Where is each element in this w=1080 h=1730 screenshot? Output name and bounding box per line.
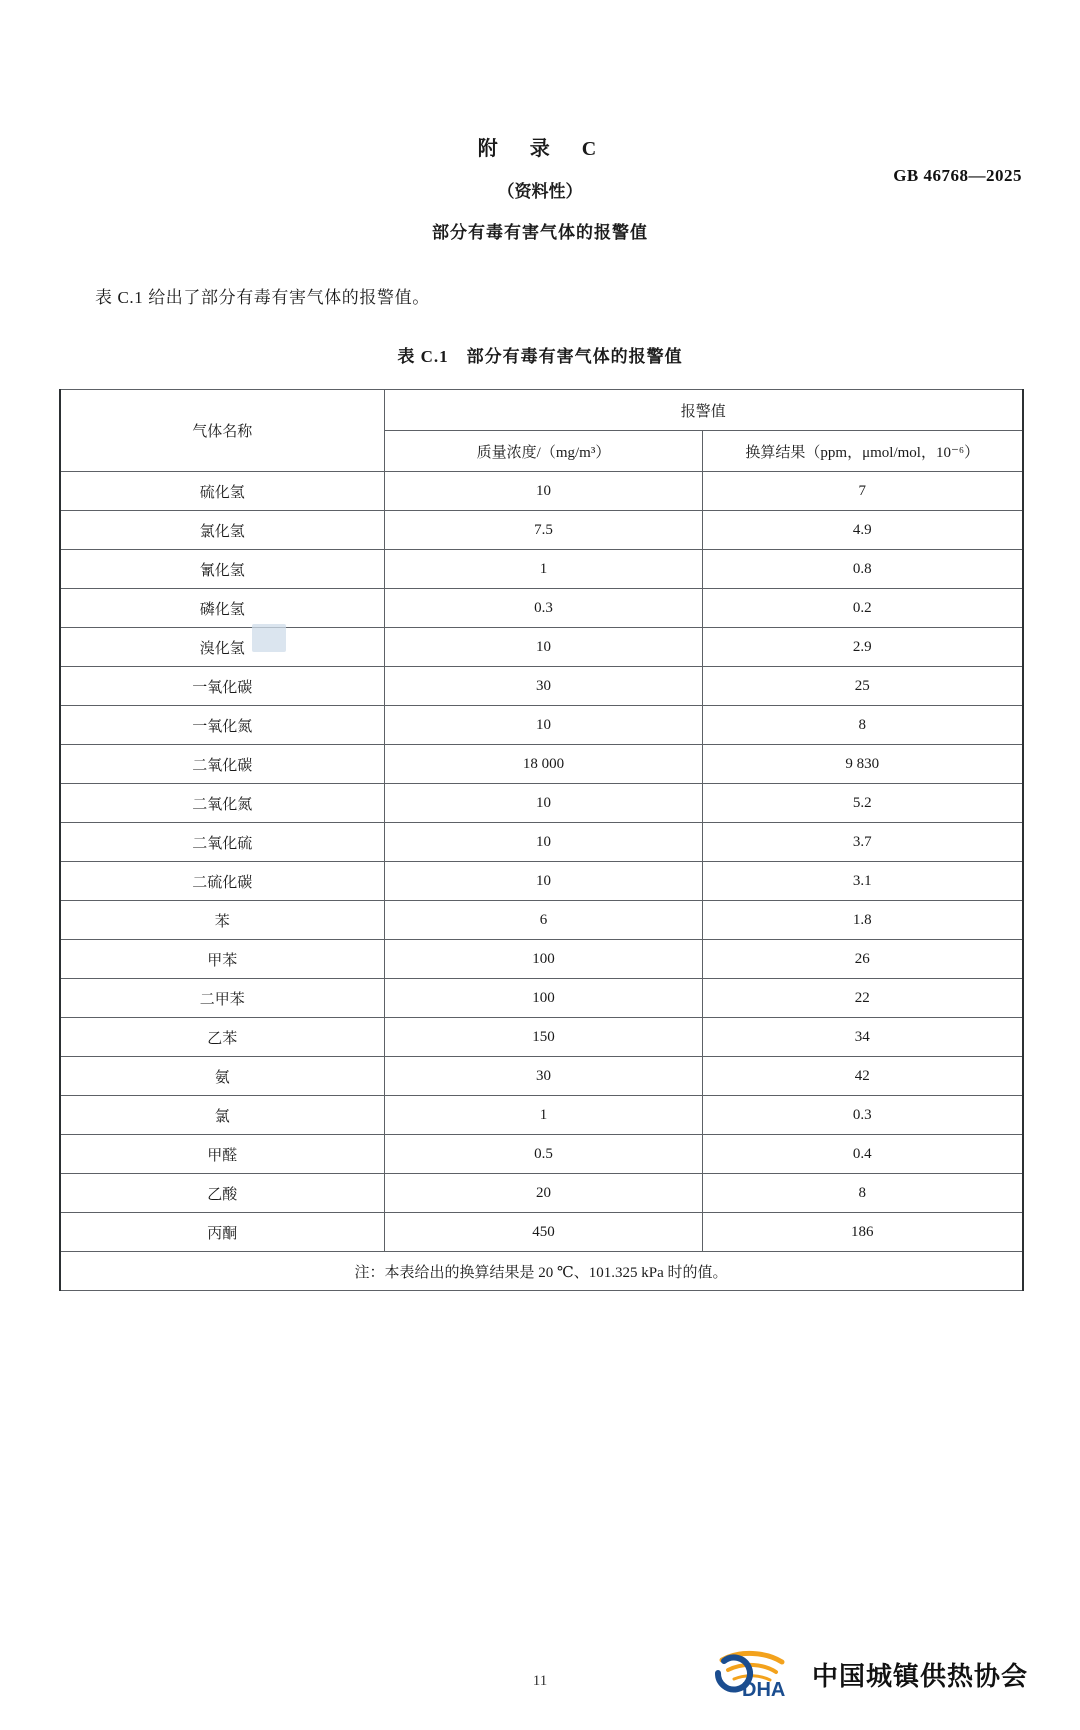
table-row [60,745,1023,784]
table-row [60,979,1023,1018]
table-body [60,472,1023,1252]
cell-gas-name: 二氧化硫 [60,823,385,862]
cell-gas-name: 氯 [60,1096,385,1135]
cell-mass-concentration: 30 [385,1057,703,1096]
table-container [59,389,1022,1291]
cell-conversion: 186 [703,1213,1023,1252]
table-header-row-1 [60,390,1023,431]
cell-mass-concentration: 10 [385,862,703,901]
table-row [60,1096,1023,1135]
watermark-stamp [252,624,286,652]
cell-mass-concentration: 10 [385,706,703,745]
table-row [60,1057,1023,1096]
cell-gas-name: 二甲苯 [60,979,385,1018]
cell-conversion: 8 [703,1174,1023,1213]
cell-mass-concentration: 0.3 [385,589,703,628]
table-row [60,940,1023,979]
footer-logo [698,1646,1028,1702]
table-row [60,706,1023,745]
table-row [60,472,1023,511]
annex-subtitle: （资料性） [497,182,583,201]
cell-conversion: 22 [703,979,1023,1018]
cell-conversion: 8 [703,706,1023,745]
cell-gas-name: 一氧化碳 [60,667,385,706]
organization-name: 中国城镇供热协会 [811,1660,1028,1691]
cell-gas-name: 乙苯 [60,1018,385,1057]
table-row [60,511,1023,550]
cell-conversion: 3.1 [703,862,1023,901]
cell-gas-name: 硫化氢 [60,472,385,511]
cell-gas-name: 氰化氢 [60,550,385,589]
cell-mass-concentration: 100 [385,979,703,1018]
gas-alarm-table [59,389,1024,1291]
table-note-row [60,1252,1023,1291]
table-row [60,1135,1023,1174]
table-footer [60,1252,1023,1291]
cell-conversion: 42 [703,1057,1023,1096]
cell-conversion: 25 [703,667,1023,706]
cell-gas-name: 氨 [60,1057,385,1096]
cell-gas-name: 丙酮 [60,1213,385,1252]
table-row [60,1213,1023,1252]
cell-gas-name: 乙酸 [60,1174,385,1213]
table-caption: 表 C.1 部分有毒有害气体的报警值 [397,347,683,366]
annex-name: 部分有毒有害气体的报警值 [432,223,648,242]
cell-gas-name: 二硫化碳 [60,862,385,901]
cell-mass-concentration: 450 [385,1213,703,1252]
cell-gas-name: 溴化氢 [60,628,385,667]
cell-mass-concentration: 6 [385,901,703,940]
page-header-standard-code: GB 46768—2025 [893,166,1022,185]
page-number: 11 [532,1673,548,1689]
cell-mass-concentration: 150 [385,1018,703,1057]
table-row [60,628,1023,667]
cell-conversion: 9 830 [703,745,1023,784]
cell-conversion: 0.3 [703,1096,1023,1135]
table-row [60,1174,1023,1213]
document-page [0,132,1080,1730]
header-gas-name: 气体名称 [60,390,385,472]
cell-conversion: 34 [703,1018,1023,1057]
cell-conversion: 0.4 [703,1135,1023,1174]
table-note: 注：本表给出的换算结果是 20 ℃、101.325 kPa 时的值。 [60,1252,1023,1291]
table-row [60,784,1023,823]
cell-mass-concentration: 7.5 [385,511,703,550]
cell-conversion: 4.9 [703,511,1023,550]
cell-gas-name: 甲醛 [60,1135,385,1174]
cell-gas-name: 二氧化碳 [60,745,385,784]
cell-mass-concentration: 1 [385,550,703,589]
header-mass-concentration: 质量浓度/（mg/m³） [385,431,703,472]
table-row [60,1018,1023,1057]
cell-gas-name: 一氧化氮 [60,706,385,745]
svg-text:DHA: DHA [741,1679,786,1701]
annex-title: 附 录 C [477,138,603,160]
cell-mass-concentration: 20 [385,1174,703,1213]
cdha-logo-svg [698,1646,802,1702]
header-conversion: 换算结果（ppm，μmol/mol，10⁻⁶） [703,431,1023,472]
cell-mass-concentration: 100 [385,940,703,979]
cell-conversion: 0.8 [703,550,1023,589]
cell-gas-name: 氯化氢 [60,511,385,550]
intro-paragraph: 表 C.1 给出了部分有毒有害气体的报警值。 [95,288,430,307]
table-row [60,862,1023,901]
table-row [60,589,1023,628]
cdha-logo-icon [698,1646,802,1702]
table-row [60,550,1023,589]
cell-gas-name: 磷化氢 [60,589,385,628]
cell-mass-concentration: 0.5 [385,1135,703,1174]
cell-conversion: 2.9 [703,628,1023,667]
cell-gas-name: 二氧化氮 [60,784,385,823]
cell-mass-concentration: 10 [385,628,703,667]
cell-conversion: 7 [703,472,1023,511]
cell-conversion: 3.7 [703,823,1023,862]
table-row [60,823,1023,862]
header-alarm-value: 报警值 [385,390,1023,431]
cell-conversion: 5.2 [703,784,1023,823]
cell-mass-concentration: 10 [385,472,703,511]
cell-conversion: 26 [703,940,1023,979]
cell-conversion: 0.2 [703,589,1023,628]
cell-mass-concentration: 30 [385,667,703,706]
cell-gas-name: 苯 [60,901,385,940]
cell-mass-concentration: 1 [385,1096,703,1135]
cell-mass-concentration: 18 000 [385,745,703,784]
table-header [60,390,1023,472]
cell-mass-concentration: 10 [385,823,703,862]
table-row [60,901,1023,940]
cell-conversion: 1.8 [703,901,1023,940]
table-row [60,667,1023,706]
cell-gas-name: 甲苯 [60,940,385,979]
cell-mass-concentration: 10 [385,784,703,823]
